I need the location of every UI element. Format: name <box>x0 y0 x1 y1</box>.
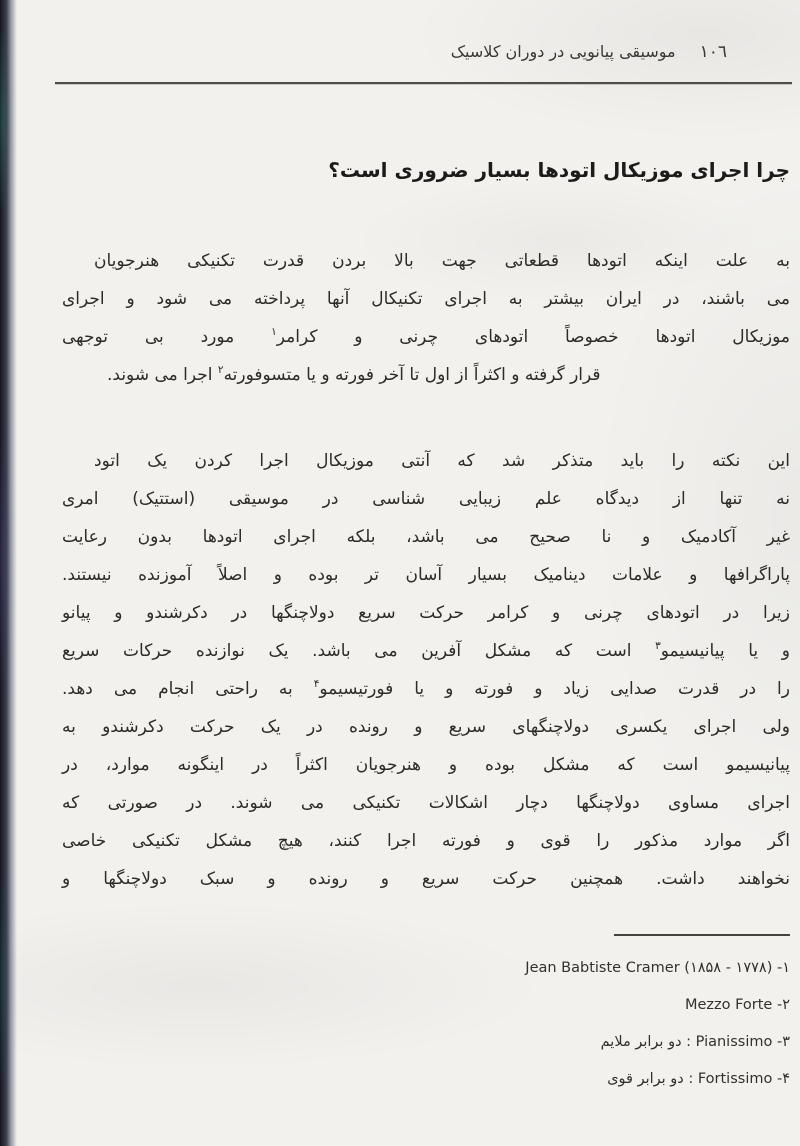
footnote-1: ۱- Jean Babtiste Cramer (۱۸۵۸ - ۱۷۷۸) <box>525 960 790 976</box>
body-line: می باشند، در ایران بیشتر به اجرای تکنیکال آنها پرداخته می شود و اجرای <box>62 289 790 309</box>
body-line <box>62 632 790 670</box>
body-line <box>62 356 790 394</box>
section-heading: چرا اجرای موزیکال اتودها بسیار ضروری است؟ <box>328 158 790 182</box>
body-line <box>62 670 790 708</box>
body-line: اجرای مساوی دولاچنگها دچار اشکالات تکنیکی می شوند. در صورتی که <box>62 793 790 813</box>
line-text: است که مشکل آفرین می باشد. یک نوازنده حرکات سریع <box>62 641 656 661</box>
footnote-separator <box>614 934 790 936</box>
body-line: زیرا در اتودهای چرنی و کرامر حرکت سریع دولاچنگها در دکرشندو و پیانو <box>62 603 790 623</box>
line-text: مورد بی توجهی <box>62 327 272 347</box>
running-title: موسیقی پیانویی در دوران کلاسیک <box>450 42 676 61</box>
body-line: غیر آکادمیک و نا صحیح می باشد، بلکه اجرای اتودها بدون رعایت <box>62 527 790 547</box>
body-line: نخواهند داشت. همچنین حرکت سریع و رونده و سبک دولاچنگها و <box>62 869 790 889</box>
line-text: به راحتی انجام می دهد. <box>62 679 314 699</box>
footnote-ref-4: ۴ <box>313 678 320 690</box>
footnote-ref-3: ۳ <box>655 640 661 652</box>
paragraph-2 <box>62 442 790 898</box>
running-header <box>62 0 790 62</box>
body-line: این نکته را باید متذکر شد که آنتی موزیکال اجرا کردن یک اتود <box>94 451 790 471</box>
line-text: را در قدرت صدایی زیاد و فورته و یا فورتیسیمو <box>319 679 790 699</box>
line-text: قرار گرفته و اکثراً از اول تا آخر فورته و یا متسوفورته <box>223 365 601 385</box>
paragraph-1 <box>62 242 790 394</box>
line-text: موزیکال اتودها خصوصاً اتودهای چرنی و کرامر <box>276 327 790 347</box>
footnote-4: ۴- Fortissimo : دو برابر قوی <box>607 1071 790 1087</box>
body-line: پاراگرافها و علامات دینامیک بسیار آسان تر بوده و اصلاً آموزنده نیستند. <box>62 565 790 585</box>
body-line: ولی اجرای یکسری دولاچنگهای سریع و رونده در یک حرکت دکرشندو به <box>62 717 790 737</box>
body-line: نه تنها از دیدگاه علم زیبایی شناسی در موسیقی (استتیک) امری <box>62 489 790 509</box>
body-line: پیانیسیمو است که مشکل بوده و هنرجویان اکثراً در اینگونه موارد، در <box>62 755 790 775</box>
footnote-2: ۲- Mezzo Forte <box>684 997 790 1013</box>
footnote-ref-1: ۱ <box>271 326 277 338</box>
line-text: اجرا می شوند. <box>107 365 218 385</box>
footnotes <box>62 950 790 1098</box>
body-line <box>62 318 790 356</box>
header-rule <box>55 82 792 84</box>
line-text: و یا پیانیسیمو <box>660 641 790 661</box>
page-number: ١٠٦ <box>699 42 727 62</box>
body-line: اگر موارد مذکور را قوی و فورته اجرا کنند، هیچ مشکل تکنیکی خاصی <box>62 831 790 851</box>
footnote-3: ۳- Pianissimo : دو برابر ملایم <box>600 1034 790 1050</box>
body-line: به علت اینکه اتودها قطعاتی جهت بالا بردن قدرت تکنیکی هنرجویان <box>94 251 790 271</box>
footnote-ref-2: ۲ <box>217 364 224 376</box>
